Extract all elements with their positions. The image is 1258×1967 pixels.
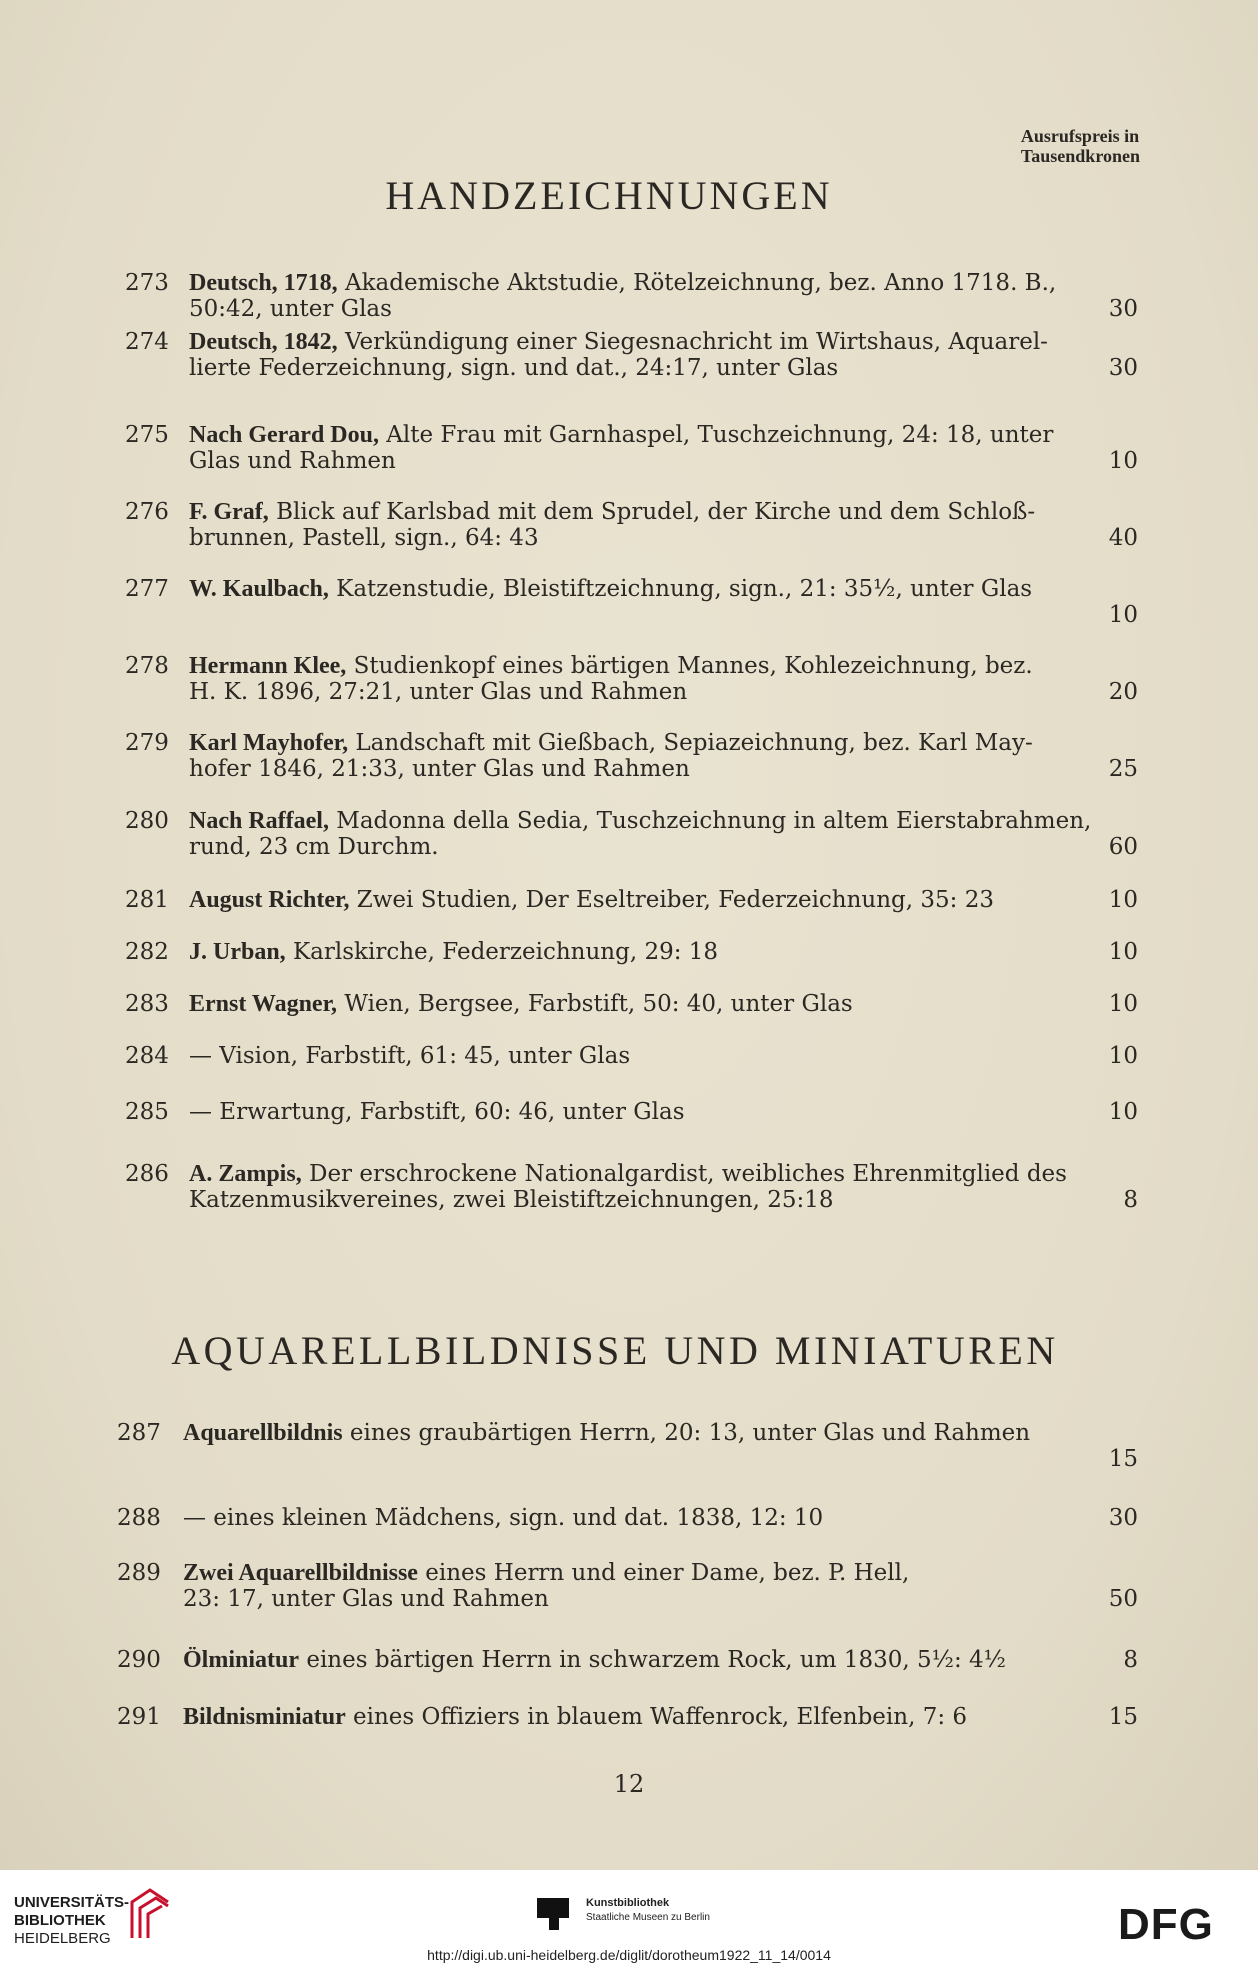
entry-text1: Akademische Aktstudie, Rötelzeichnung, bez. Anno 1718. B., [337, 270, 1057, 296]
entry-artist: Ölminiatur [183, 1647, 300, 1673]
entry-description [189, 1099, 1139, 1125]
entry-text1: Wien, Bergsee, Farbstift, 50: 40, unter Glas [337, 991, 853, 1017]
entry-description [183, 1647, 1133, 1673]
entry-price: 10 [1108, 448, 1138, 474]
entry-artist: F. Graf, [189, 499, 269, 525]
price-header-line2: Tausendkronen [1020, 146, 1140, 166]
entry-artist: J. Urban, [189, 939, 286, 965]
entry-line1 [189, 422, 1139, 448]
entry-text1: eines Offiziers in blauem Waffenrock, Elfenbein, 7: 6 [345, 1704, 968, 1730]
entry-number: 284 [125, 1043, 169, 1069]
entry-number: 275 [125, 422, 169, 448]
entry-line1 [189, 499, 1139, 525]
entry-line1 [189, 1043, 1139, 1069]
price-header-line1: Ausrufspreis in [1020, 126, 1140, 146]
entry-description [189, 270, 1139, 322]
entry-text1: Karlskirche, Federzeichnung, 29: 18 [285, 939, 719, 965]
entry-line1 [189, 653, 1139, 679]
entry-text1: Landschaft mit Gießbach, Sepiazeichnung, bez. Karl May- [348, 730, 1033, 756]
entry-description [183, 1704, 1133, 1730]
entry-line1 [183, 1704, 1133, 1730]
entry-line2: hofer 1846, 21:33, unter Glas und Rahmen [189, 756, 690, 782]
entry-artist: Nach Gerard Dou, [189, 422, 379, 448]
entry-number: 289 [117, 1560, 161, 1586]
entry-price: 8 [1123, 1647, 1138, 1673]
entry-text1: Blick auf Karlsbad mit dem Sprudel, der Kirche und dem Schloß- [268, 499, 1036, 525]
entry-artist: Hermann Klee, [189, 653, 347, 679]
entry-description [189, 808, 1139, 860]
entry-description [189, 329, 1139, 381]
entry-line1 [189, 808, 1139, 834]
entry-line1 [189, 1099, 1139, 1125]
entry-text1: Madonna della Sedia, Tuschzeichnung in altem Eierstabrahmen, [328, 808, 1092, 834]
entry-number: 287 [117, 1420, 161, 1446]
entry-number: 274 [125, 329, 169, 355]
entry-number: 276 [125, 499, 169, 525]
entry-line2: rund, 23 cm Durchm. [189, 834, 439, 860]
entry-price: 40 [1108, 525, 1138, 551]
entry-description [189, 1161, 1139, 1213]
entry-artist: Aquarellbildnis [183, 1420, 343, 1446]
entry-text1: eines bärtigen Herrn in schwarzem Rock, um 1830, 5½: 4½ [299, 1647, 1006, 1673]
entry-line1 [183, 1505, 1133, 1531]
entry-price: 30 [1108, 1505, 1138, 1531]
entry-text1: eines graubärtigen Herrn, 20: 13, unter Glas und Rahmen [342, 1420, 1031, 1446]
entry-text1: Zwei Studien, Der Eseltreiber, Federzeichnung, 35: 23 [349, 887, 994, 913]
section-title-drawings: HANDZEICHNUNGEN [385, 173, 833, 218]
entry-price: 25 [1108, 756, 1138, 782]
entry-description [189, 730, 1139, 782]
entry-text1: Verkündigung einer Siegesnachricht im Wirtshaus, Aquarel- [337, 329, 1048, 355]
entry-price: 15 [1108, 1704, 1138, 1730]
entry-line2: Glas und Rahmen [189, 448, 396, 474]
entry-text1: — Vision, Farbstift, 61: 45, unter Glas [189, 1043, 631, 1069]
kb-line1: Kunstbibliothek [586, 1897, 670, 1909]
entry-price: 50 [1108, 1586, 1138, 1612]
entry-description [189, 1043, 1139, 1069]
ub-line3: HEIDELBERG [14, 1930, 111, 1947]
entry-text1: — Erwartung, Farbstift, 60: 46, unter Glas [189, 1099, 685, 1125]
entry-text1: Katzenstudie, Bleistiftzeichnung, sign., 21: 35½, unter Glas [328, 576, 1033, 602]
entry-line2: Katzenmusikvereines, zwei Bleistiftzeichnungen, 25:18 [189, 1187, 834, 1213]
entry-text1: Der erschrockene Nationalgardist, weibliches Ehrenmitglied des [301, 1161, 1067, 1187]
entry-number: 277 [125, 576, 169, 602]
entry-artist: Ernst Wagner, [189, 991, 338, 1017]
entry-artist: Zwei Aquarellbildnisse [183, 1560, 418, 1586]
entry-line2: brunnen, Pastell, sign., 64: 43 [189, 525, 539, 551]
section-title-miniatures: AQUARELLBILDNISSE UND MINIATUREN [171, 1328, 1059, 1373]
entry-number: 288 [117, 1505, 161, 1531]
entry-number: 285 [125, 1099, 169, 1125]
entry-number: 290 [117, 1647, 161, 1673]
entry-price: 8 [1123, 1187, 1138, 1213]
entry-price: 15 [1108, 1446, 1138, 1472]
entry-price: 60 [1108, 834, 1138, 860]
entry-price: 10 [1108, 991, 1138, 1017]
entry-description [189, 499, 1139, 551]
entry-text1: eines Herrn und einer Dame, bez. P. Hell, [417, 1560, 910, 1586]
entry-line1 [189, 1161, 1139, 1187]
dfg-logo: DFG [1118, 1900, 1214, 1949]
entry-description [183, 1420, 1133, 1446]
kunstbibliothek-label [586, 1896, 710, 1925]
entry-description [183, 1505, 1133, 1531]
entry-price: 10 [1108, 1099, 1138, 1125]
entry-number: 278 [125, 653, 169, 679]
entry-number: 281 [125, 887, 169, 913]
entry-description [189, 887, 1139, 913]
entry-artist: August Richter, [189, 887, 350, 913]
entry-line2: lierte Federzeichnung, sign. und dat., 24:17, unter Glas [189, 355, 839, 381]
ub-heidelberg-label [14, 1894, 129, 1948]
entry-line2: H. K. 1896, 27:21, unter Glas und Rahmen [189, 679, 688, 705]
entry-price: 10 [1108, 602, 1138, 628]
entry-price: 20 [1108, 679, 1138, 705]
entry-artist: A. Zampis, [189, 1161, 302, 1187]
permalink-url[interactable]: http://digi.ub.uni-heidelberg.de/diglit/dorotheum1922_11_14/0014 [427, 1947, 831, 1963]
page-number: 12 [613, 1770, 645, 1798]
entry-line1 [189, 270, 1139, 296]
entry-price: 30 [1108, 355, 1138, 381]
entry-line2: 23: 17, unter Glas und Rahmen [183, 1586, 549, 1612]
entry-text1: Alte Frau mit Garnhaspel, Tuschzeichnung, 24: 18, unter [378, 422, 1054, 448]
entry-number: 282 [125, 939, 169, 965]
entry-number: 273 [125, 270, 169, 296]
entry-number: 283 [125, 991, 169, 1017]
entry-price: 30 [1108, 296, 1138, 322]
entry-description [189, 653, 1139, 705]
entry-number: 291 [117, 1704, 161, 1730]
entry-line1 [189, 887, 1139, 913]
price-column-header [1021, 126, 1140, 166]
footer-bar [0, 1870, 1258, 1967]
entry-artist: Deutsch, 1718, [189, 270, 338, 296]
kunstbibliothek-logo-icon [535, 1896, 571, 1932]
entry-description [189, 576, 1139, 602]
entry-line1 [183, 1560, 1133, 1586]
entry-artist: W. Kaulbach, [189, 576, 329, 602]
entry-number: 279 [125, 730, 169, 756]
entry-text1: — eines kleinen Mädchens, sign. und dat. 1838, 12: 10 [183, 1505, 824, 1531]
entry-artist: Nach Raffael, [189, 808, 329, 834]
entry-number: 280 [125, 808, 169, 834]
entry-line1 [189, 576, 1139, 602]
entry-description [183, 1560, 1133, 1612]
entry-description [189, 939, 1139, 965]
entry-line2: 50:42, unter Glas [189, 296, 392, 322]
entry-description [189, 991, 1139, 1017]
entry-number: 286 [125, 1161, 169, 1187]
entry-description [189, 422, 1139, 474]
entry-artist: Karl Mayhofer, [189, 730, 349, 756]
entry-price: 10 [1108, 887, 1138, 913]
entry-price: 10 [1108, 939, 1138, 965]
entry-line1 [189, 939, 1139, 965]
kb-line2: Staatliche Museen zu Berlin [586, 1912, 710, 1923]
entry-line1 [189, 991, 1139, 1017]
ub-heidelberg-logo-icon [126, 1886, 174, 1942]
entry-artist: Bildnisminiatur [183, 1704, 346, 1730]
entry-text1: Studienkopf eines bärtigen Mannes, Kohlezeichnung, bez. [346, 653, 1033, 679]
ub-line2: BIBLIOTHEK [14, 1912, 106, 1929]
ub-line1: UNIVERSITÄTS- [14, 1894, 130, 1911]
entry-line1 [189, 730, 1139, 756]
entry-line1 [183, 1647, 1133, 1673]
entry-line1 [183, 1420, 1133, 1446]
entry-artist: Deutsch, 1842, [189, 329, 338, 355]
entry-line1 [189, 329, 1139, 355]
entry-price: 10 [1108, 1043, 1138, 1069]
